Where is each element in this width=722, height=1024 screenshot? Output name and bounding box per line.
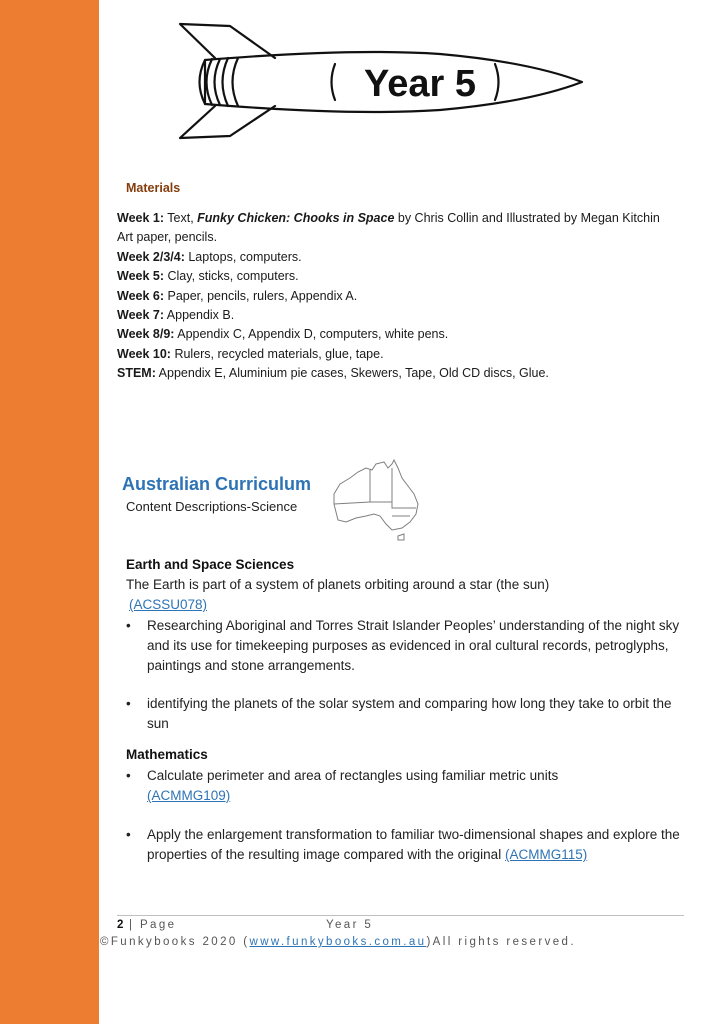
materials-item: Week 10: Rulers, recycled materials, glue, tape. (117, 346, 384, 361)
bullet-icon: • (126, 696, 131, 711)
materials-item: Week 2/3/4: Laptops, computers. (117, 249, 302, 264)
earth-space-intro: The Earth is part of a system of planets orbiting around a star (the sun) (126, 577, 550, 592)
acmmg115-link[interactable]: (ACMMG115) (504, 847, 588, 862)
page-title: Year 5 (364, 63, 476, 105)
list-item: • Calculate perimeter and area of rectangles using familiar metric units (ACMMG109) (126, 768, 559, 803)
curriculum-subtitle: Content Descriptions-Science (126, 499, 298, 514)
materials-week1: Week 1: Text, Funky Chicken: Chooks in Space by Chris Collin and Illustrated by Megan Kitchin (117, 211, 660, 225)
list-item: • Apply the enlargement transformation to familiar two-dimensional shapes and explore the properties of the resulting image compared with the original (ACMMG115) (126, 827, 680, 862)
funkybooks-link[interactable]: www.funkybooks.com.au (249, 936, 427, 948)
bullet-icon: • (126, 768, 131, 783)
footer-page-number: 2 | Page (117, 919, 177, 931)
footer-divider (117, 915, 684, 916)
materials-item: Week 6: Paper, pencils, rulers, Appendix A. (117, 288, 358, 303)
earth-space-heading: Earth and Space Sciences (126, 557, 295, 572)
australia-map-icon (330, 458, 422, 542)
materials-heading: Materials (126, 181, 181, 195)
bullet-icon: • (126, 827, 131, 842)
footer-year: Year 5 (326, 919, 374, 931)
acssu078-link[interactable]: (ACSSU078) (129, 597, 208, 612)
materials-item: STEM: Appendix E, Aluminium pie cases, Skewers, Tape, Old CD discs, Glue. (117, 366, 549, 381)
curriculum-title: Australian Curriculum (122, 474, 312, 494)
materials-item: Week 5: Clay, sticks, computers. (117, 269, 299, 284)
bullet-icon: • (126, 618, 131, 633)
acmmg109-link[interactable]: (ACMMG109) (147, 788, 231, 803)
list-item: • Researching Aboriginal and Torres Strait Islander Peoples’ understanding of the night sky and its use for timekeeping purposes as evidenced in oral cultural records, petroglyphs, paintings and stone arrangements. (126, 618, 680, 673)
materials-list (117, 209, 707, 384)
orange-side-bar (0, 0, 99, 1024)
list-item: • identifying the planets of the solar system and comparing how long they take to orbit the sun (126, 696, 672, 731)
footer-copyright: ©Funkybooks 2020 (www.funkybooks.com.au)All rights reserved. (100, 936, 576, 948)
materials-week1-line2: Art paper, pencils. (117, 230, 218, 245)
mathematics-heading: Mathematics (126, 747, 208, 762)
book-title: Funky Chicken: Chooks in Space (197, 211, 395, 225)
materials-item: Week 7: Appendix B. (117, 308, 235, 323)
materials-item: Week 8/9: Appendix C, Appendix D, computers, white pens. (117, 327, 449, 342)
